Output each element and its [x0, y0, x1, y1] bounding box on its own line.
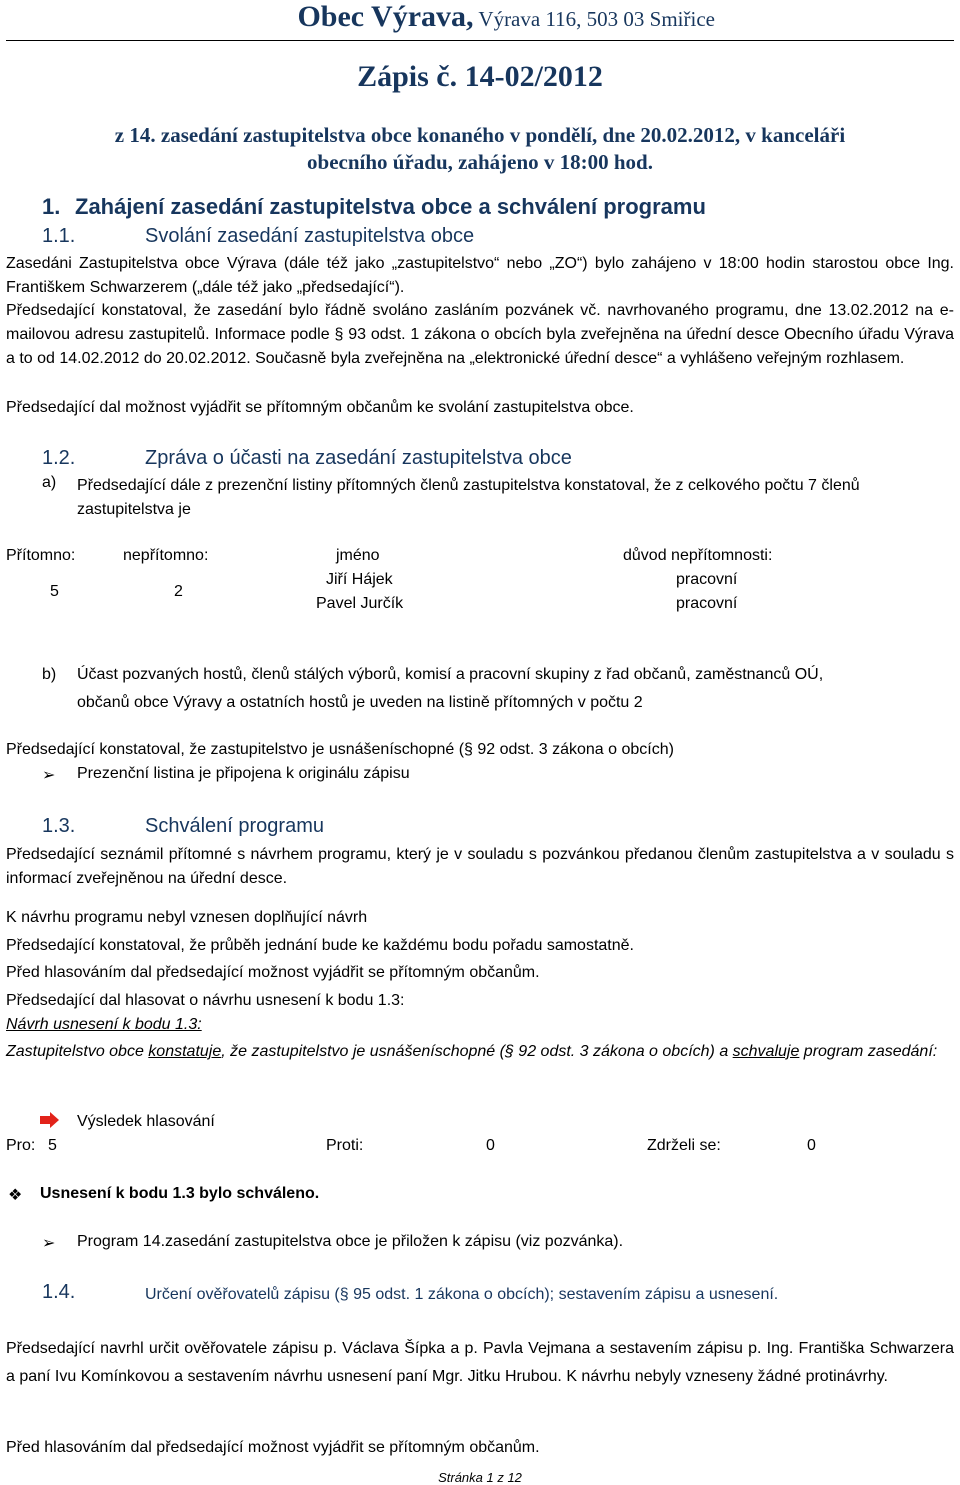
proposal-text: Zastupitelstvo obce konstatuje, že zastupitelstvo je usnášeníschopné (§ 92 odst. 3 zákona o obcích) a schvaluje program zasedání:	[6, 1043, 938, 1060]
s11-paragraph-3: Předsedající dal možnost vyjádřit se přítomným občanům ke svolání zastupitelstva obce.	[6, 399, 634, 416]
vote-for-count: 5	[48, 1137, 57, 1154]
s14-number: 1.4.	[42, 1281, 76, 1303]
header-address: Výrava 116, 503 03 Smiřice	[473, 7, 715, 31]
absent-count: 2	[174, 583, 183, 600]
col-name-header: jméno	[336, 547, 380, 564]
s13-paragraph-1: Předsedající seznámil přítomné s návrhem programu, který je v souladu s pozvánkou předanou členům zastupitelstva a v souladu s informací zveřejněnou na úřední desce.	[6, 846, 954, 887]
absentee-reason: pracovní	[676, 595, 738, 612]
section-1-number: 1.	[42, 194, 61, 219]
s12-a-text: Předsedající dále z prezenční listiny přítomných členů zastupitelstva konstatoval, že z celkového počtu 7 členů zastupitelstva je	[77, 477, 860, 518]
section-1-title: Zahájení zasedání zastupitelstva obce a schválení programu	[75, 194, 706, 219]
s14-paragraph-2: Před hlasováním dal předsedající možnost vyjádřit se přítomným občanům.	[6, 1439, 540, 1456]
resolution-approved: Usnesení k bodu 1.3 bylo schváleno.	[40, 1185, 320, 1202]
diamond-bullet-icon: ❖	[8, 1187, 23, 1204]
s12-b-label: b)	[42, 666, 57, 683]
s13-paragraph-2: K návrhu programu nebyl vznesen doplňující návrh	[6, 909, 368, 926]
vote-against-label: Proti:	[326, 1137, 364, 1154]
col-reason-header: důvod nepřítomnosti:	[623, 547, 773, 564]
arrow-bullet-icon: ➢	[42, 767, 56, 784]
quorum-statement: Předsedající konstatoval, že zastupitelstvo je usnášeníschopné (§ 92 odst. 3 zákona o obcích)	[6, 741, 674, 758]
s13-paragraph-3: Předsedající konstatoval, že průběh jednání bude ke každému bodu pořadu samostatně.	[6, 937, 634, 954]
page-header	[0, 0, 960, 40]
col-present-header: Přítomno:	[6, 547, 76, 564]
s14-paragraph-1: Předsedající navrhl určit ověřovatele zápisu p. Václava Šípka a p. Pavla Vejmana a sestavením zápisu p. Ing. Františka Schwarzera a paní Ivu Komínkovou a sestavením návrhu usnesení paní Mgr. Jitku Hrubou. K návrhu nebyly vzneseny žádné protinávrhy.	[6, 1340, 954, 1385]
program-note: Program 14.zasedání zastupitelstva obce je přiložen k zápisu (viz pozvánka).	[77, 1233, 624, 1250]
proposal-label: Návrh usnesení k bodu 1.3:	[6, 1016, 202, 1033]
absentee-reason: pracovní	[676, 571, 738, 588]
s12-a-label: a)	[42, 474, 57, 491]
vote-abstain-label: Zdrželi se:	[647, 1137, 721, 1154]
vote-for-label: Pro:	[6, 1137, 36, 1154]
s13-title: Schválení programu	[145, 815, 324, 837]
vote-against-count: 0	[486, 1137, 495, 1154]
arrow-bullet-icon: ➢	[42, 1235, 56, 1252]
s13-paragraph-5: Předsedající dal hlasovat o návrhu usnesení k bodu 1.3:	[6, 992, 405, 1009]
absentee-name: Pavel Jurčík	[316, 595, 404, 612]
page-footer: Stránka 1 z 12	[438, 1470, 522, 1485]
attendance-note: Prezenční listina je připojena k originálu zápisu	[77, 765, 410, 782]
col-absent-header: nepřítomno:	[123, 547, 209, 564]
s13-paragraph-4: Před hlasováním dal předsedající možnost vyjádřit se přítomným občanům.	[6, 964, 540, 981]
subtitle-line-2: obecního úřadu, zahájeno v 18:00 hod.	[307, 150, 653, 174]
s12-title: Zpráva o účasti na zasedání zastupitelstva obce	[145, 447, 572, 469]
s13-number: 1.3.	[42, 815, 76, 837]
s12-number: 1.2.	[42, 447, 76, 469]
document-title: Zápis č. 14-02/2012	[357, 60, 603, 93]
subtitle-line-1: z 14. zasedání zastupitelstva obce konaného v pondělí, dne 20.02.2012, v kanceláři	[114, 123, 846, 147]
s11-paragraph-2: Předsedající konstatoval, že zasedání bylo řádně svoláno zasláním pozvánek vč. navrhovaného programu, dne 13.02.2012 na e-mailovou adresu zastupitelů. Informace podle § 93 odst. 1 zákona o obcích byla zveřejněna na úřední desce Obecního úřadu Výrava a to od 14.02.2012 do 20.02.2012. Současně byla zveřejněna na „elektronické úřední desce“ a vyhlášeno veřejným rozhlasem.	[6, 302, 954, 367]
s12-b-line-1: Účast pozvaných hostů, členů stálých výborů, komisí a pracovní skupiny z řad občanů, zaměstnanců OÚ,	[77, 666, 824, 683]
s11-title: Svolání zasedání zastupitelstva obce	[145, 225, 475, 247]
vote-abstain-count: 0	[807, 1137, 816, 1154]
red-arrow-icon	[40, 1112, 60, 1128]
header-divider	[6, 40, 954, 41]
s11-paragraph-1: Zasedáni Zastupitelstva obce Výrava (dále též jako „zastupitelstvo“ nebo „ZO“) bylo zahájeno v 18:00 hodin starostou obce Ing. Františkem Schwarzerem („dále též jako „předsedající“).	[6, 255, 954, 296]
s11-number: 1.1.	[42, 225, 76, 247]
present-count: 5	[50, 583, 59, 600]
s14-title: Určení ověřovatelů zápisu (§ 95 odst. 1 zákona o obcích); sestavením zápisu a usnesení.	[145, 1286, 779, 1303]
header-org: Obec Výrava,	[297, 0, 474, 33]
vote-result-title: Výsledek hlasování	[77, 1113, 215, 1130]
absentee-name: Jiří Hájek	[326, 571, 393, 588]
s12-b-line-2: občanů obce Výravy a ostatních hostů je uveden na listině přítomných v počtu 2	[77, 694, 643, 711]
